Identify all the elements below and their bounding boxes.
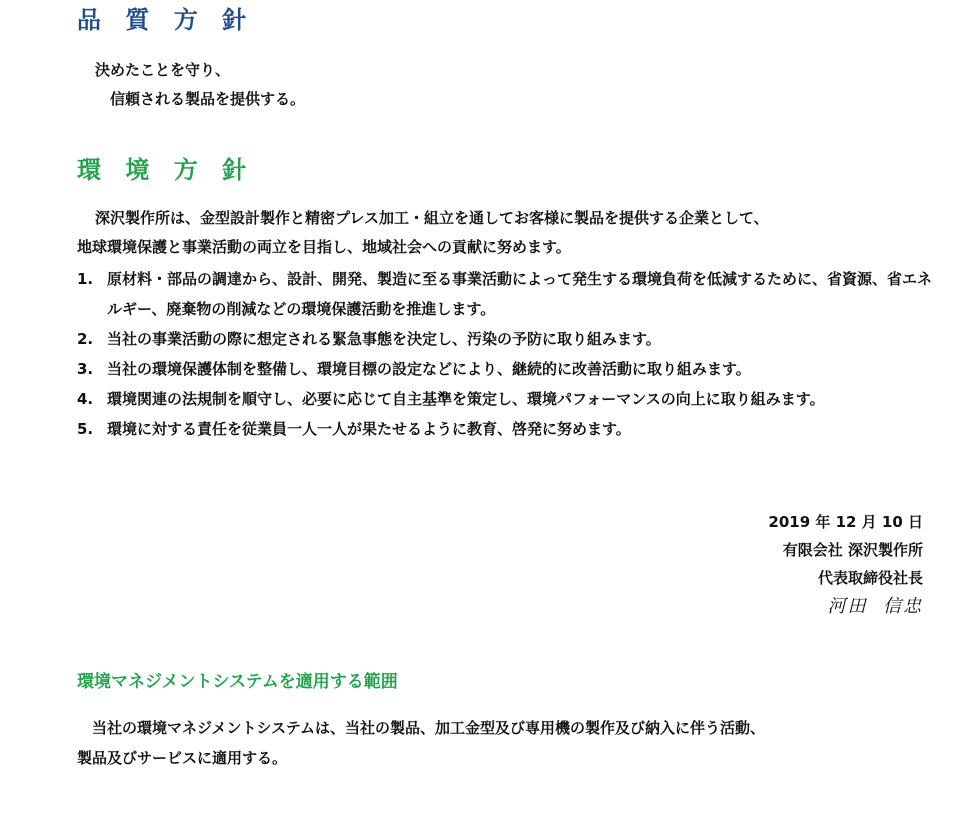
signature-block bbox=[768, 508, 923, 622]
policy-item-3 bbox=[77, 354, 937, 384]
policy-item-number: 3. bbox=[77, 360, 94, 378]
ems-scope-line-2: 製品及びサービスに適用する。 bbox=[77, 749, 288, 767]
environment-intro-line-2: 地球環境保護と事業活動の両立を目指し、地域社会への貢献に努めます。 bbox=[77, 238, 571, 256]
signatory-title: 代表取締役社長 bbox=[817, 569, 923, 587]
policy-item-text: 環境に対する責任を従業員一人一人が果たせるように教育、啓発に努めます。 bbox=[107, 420, 631, 438]
policy-item-number: 1. bbox=[77, 270, 94, 288]
ems-scope-line-1: 当社の環境マネジメントシステムは、当社の製品、加工金型及び専用機の製作及び納入に伴う活動、 bbox=[92, 719, 766, 737]
environment-policy-heading: 環 境 方 針 bbox=[77, 156, 255, 184]
policy-item-number: 4. bbox=[77, 390, 94, 408]
policy-item-number: 2. bbox=[77, 330, 94, 348]
policy-item-2 bbox=[77, 324, 937, 354]
environment-policy-list bbox=[77, 264, 937, 444]
ems-scope-heading: 環境マネジメントシステムを適用する範囲 bbox=[77, 672, 398, 692]
quality-policy-heading: 品 質 方 針 bbox=[77, 6, 255, 34]
policy-item-text: 当社の事業活動の際に想定される緊急事態を決定し、汚染の予防に取り組みます。 bbox=[107, 330, 661, 348]
quality-policy-line-2: 信頼される製品を提供する。 bbox=[110, 90, 306, 108]
policy-item-4 bbox=[77, 384, 937, 414]
company-name: 有限会社 深沢製作所 bbox=[782, 541, 923, 559]
policy-item-text: 原材料・部品の調達から、設計、開発、製造に至る事業活動によって発生する環境負荷を低減するために、省資源、省エネルギー、廃棄物の削減などの環境保護活動を推進します。 bbox=[107, 270, 933, 318]
policy-item-text: 環境関連の法規制を順守し、必要に応じて自主基準を策定し、環境パフォーマンスの向上に取り組みます。 bbox=[107, 390, 825, 408]
policy-item-number: 5. bbox=[77, 420, 94, 438]
signatory-name: 河田 信忠 bbox=[827, 596, 923, 617]
quality-policy-line-1: 決めたことを守り、 bbox=[95, 61, 231, 79]
environment-intro-line-1: 深沢製作所は、金型設計製作と精密プレス加工・組立を通してお客様に製品を提供する企業として、 bbox=[95, 209, 769, 227]
policy-item-text: 当社の環境保護体制を整備し、環境目標の設定などにより、継続的に改善活動に取り組みます。 bbox=[107, 360, 751, 378]
policy-item-5 bbox=[77, 414, 937, 444]
policy-date: 2019 年 12 月 10 日 bbox=[768, 513, 923, 531]
policy-item-1 bbox=[77, 264, 937, 324]
